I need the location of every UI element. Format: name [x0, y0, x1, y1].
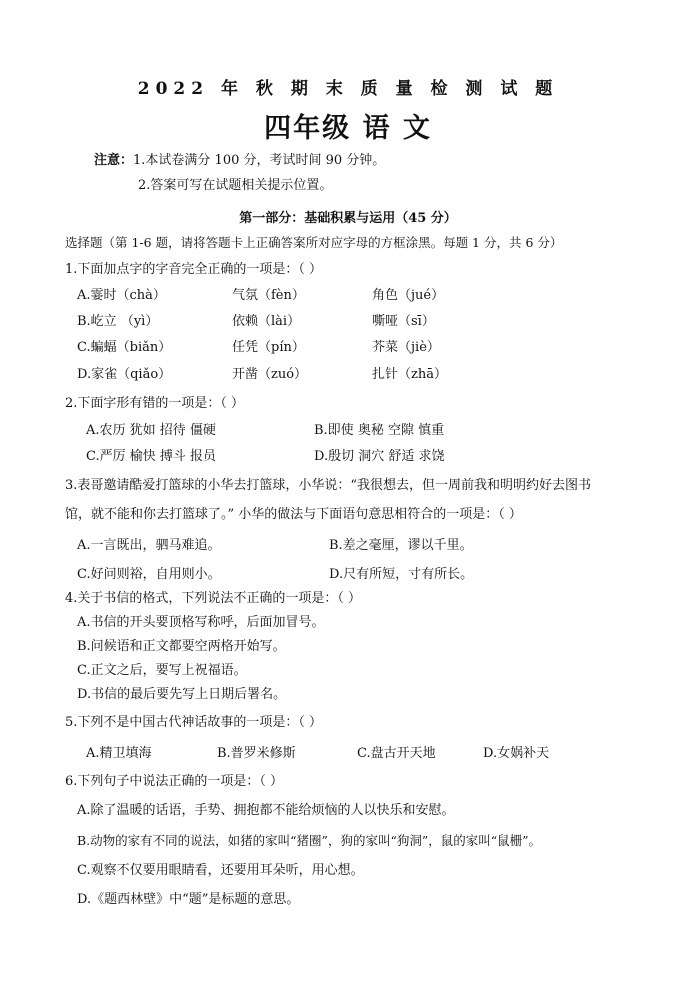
q2-a: A.农历 犹如 招待 僵硬 — [86, 423, 216, 438]
q3-stem-2: 馆，就不能和你去打篮球了。” 小华的做法与下面语句意思相符合的一项是：（ ） — [65, 507, 522, 522]
q4-a: A.书信的开头要顶格写称呼，后面加冒号。 — [77, 615, 325, 630]
q1-b1: B.屹立 （yì） — [77, 314, 159, 329]
q2-d: D.殷切 洞穴 舒适 求饶 — [314, 449, 445, 464]
q2-b: B.即使 奥秘 空隙 慎重 — [314, 423, 445, 438]
q1-c1: C.蝙蝠（biǎn） — [77, 340, 172, 355]
notice-text-1: 1.本试卷满分 100 分，考试时间 90 分钟。 — [133, 153, 386, 168]
q1-d1: D.家雀（qiǎo） — [77, 367, 172, 382]
exam-title: 2022 年 秋 期 末 质 量 检 测 试 题 — [137, 79, 559, 99]
notice-label: 注意： — [94, 153, 134, 168]
q3-c: C.好问则裕，自用则小。 — [77, 567, 221, 582]
q1-d3: 扎针（zhā） — [372, 367, 447, 382]
q5-a: A.精卫填海 — [86, 746, 152, 761]
q3-a: A.一言既出，驷马难追。 — [77, 538, 221, 553]
q2-stem: 2.下面字形有错的一项是：（ ） — [65, 396, 245, 411]
q5-b: B.普罗米修斯 — [217, 746, 296, 761]
q5-d: D.女娲补天 — [483, 746, 550, 761]
q6-stem: 6.下列句子中说法正确的一项是：（ ） — [65, 774, 284, 789]
q3-d: D.尺有所短，寸有所长。 — [329, 567, 474, 582]
q2-c: C.严厉 榆快 搏斗 报员 — [86, 449, 217, 464]
q4-d: D.书信的最后要先写上日期后署名。 — [77, 687, 287, 702]
part1-instruction: 选择题（第 1-6 题，请将答题卡上正确答案所对应字母的方框涂黑。每题 1 分，共 6 分） — [65, 235, 563, 250]
q4-b: B.问候语和正文都要空两格开始写。 — [77, 639, 286, 654]
q6-d: D.《题西林壁》中“题”是标题的意思。 — [77, 892, 300, 907]
exam-subtitle: 四年级 语 文 — [264, 113, 432, 144]
q1-c3: 芥菜（jiè） — [372, 340, 440, 355]
q1-stem: 1.下面加点字的字音完全正确的一项是：（ ） — [65, 262, 323, 277]
q4-c: C.正文之后，要写上祝福语。 — [77, 663, 247, 678]
q3-stem-1: 3.表哥邀请酷爱打篮球的小华去打篮球，小华说：“我很想去，但一周前我和明明约好去图书 — [65, 478, 592, 493]
q1-b2: 依赖（lài） — [232, 314, 301, 329]
notice-line-1 — [94, 152, 385, 169]
q1-d2: 开凿（zuó） — [232, 367, 308, 382]
q1-a2: 气氛（fèn） — [232, 288, 305, 303]
q1-c2: 任凭（pín） — [232, 340, 305, 355]
q1-b3: 嘶哑（sī） — [372, 314, 435, 329]
part1-heading: 第一部分：基础积累与运用（45 分） — [239, 211, 457, 226]
q5-stem: 5.下列不是中国古代神话故事的一项是：（ ） — [65, 715, 323, 730]
q1-a3: 角色（jué） — [372, 288, 445, 303]
q6-b: B.动物的家有不同的说法，如猪的家叫“猪圈”，狗的家叫“狗洞”，鼠的家叫“鼠栅”。 — [77, 833, 542, 848]
q6-c: C.观察不仅要用眼睛看，还要用耳朵听，用心想。 — [77, 863, 364, 878]
q5-c: C.盘古开天地 — [357, 746, 436, 761]
notice-line-2: 2.答案可写在试题相关提示位置。 — [138, 178, 333, 193]
q1-a1: A.霎时（chà） — [77, 288, 166, 303]
q3-b: B.差之毫厘，谬以千里。 — [329, 538, 473, 553]
q6-a: A.除了温暖的话语，手势、拥抱都不能给烦恼的人以快乐和安慰。 — [77, 803, 455, 818]
q4-stem: 4.关于书信的格式，下列说法不正确的一项是：（ ） — [65, 591, 362, 606]
